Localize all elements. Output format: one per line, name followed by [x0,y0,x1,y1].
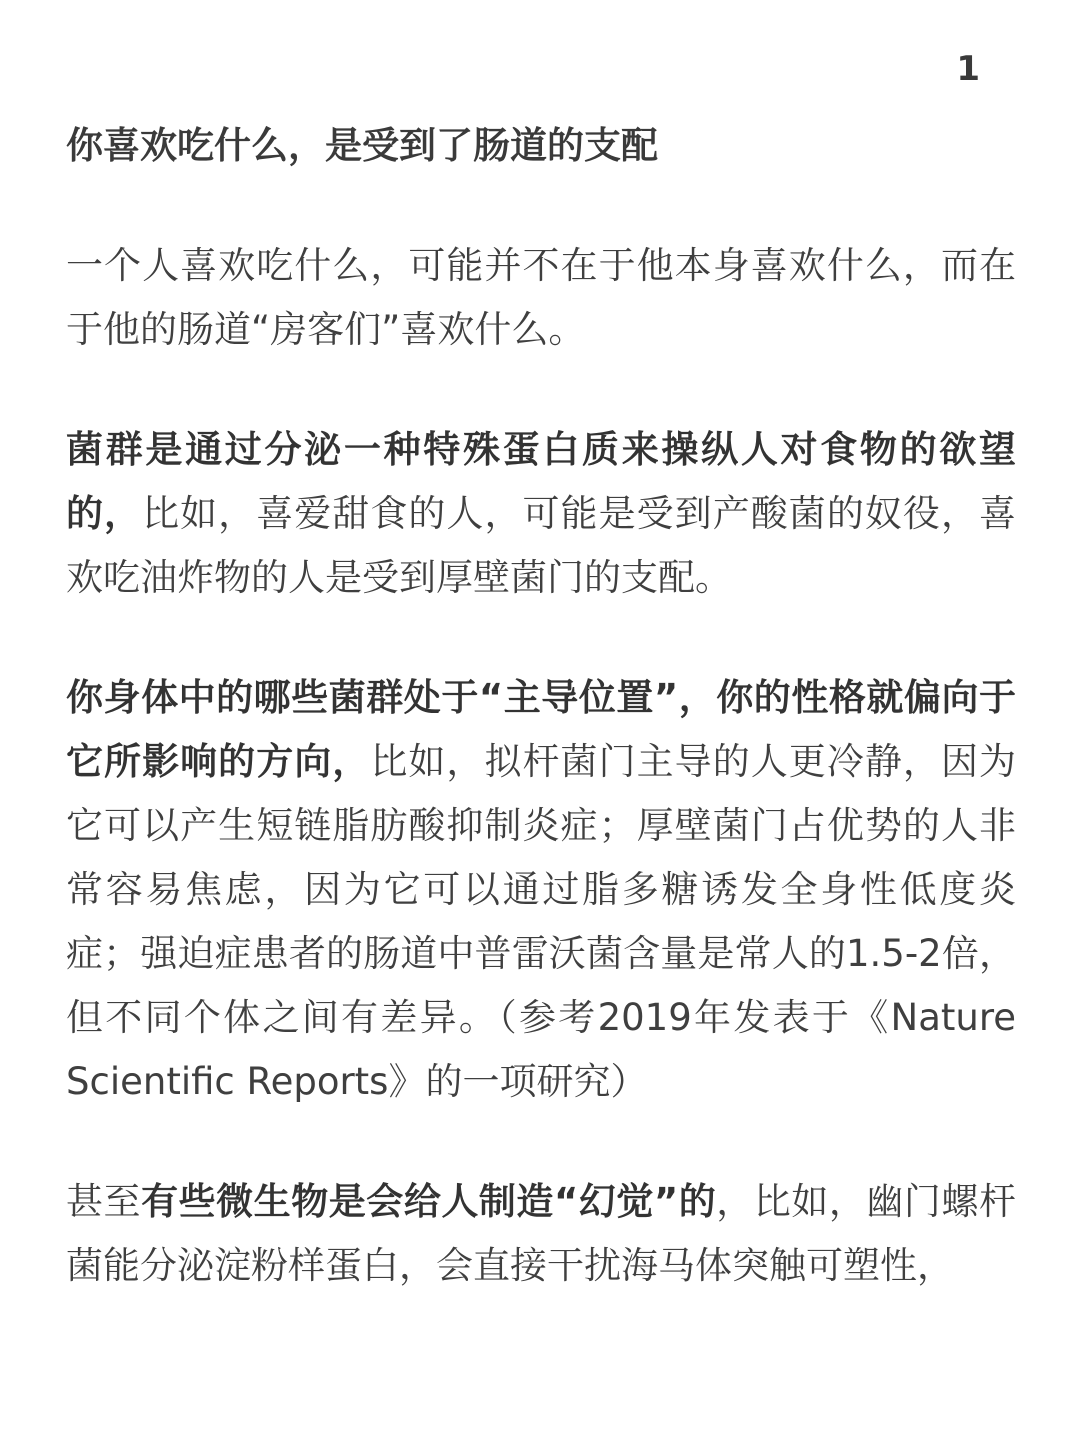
paragraph-3-bold: 你身体中的哪些菌群处于“主导位置”，你的性格就偏向于它所影响的方向， [66,676,1016,783]
paragraph-4-bold: 有些微生物是会给人制造“幻觉”的 [141,1180,717,1223]
paragraph-4-prefix: 甚至 [66,1180,142,1223]
page-number: 1 [956,49,980,89]
paragraph-3-text: 比如，拟杆菌门主导的人更冷静，因为它可以产生短链脂肪酸抑制炎症；厚壁菌门占优势的人非常容易焦虑，因为它可以通过脂多糖诱发全身性低度炎症；强迫症患者的肠道中普雷沃菌含量是常人的1.5-2倍，但不同个体之间有差异。（参考2019年发表于《Nature Scientific Reports》的一项研究） [66,740,1017,1103]
paragraph-4 [66,1170,1016,1298]
article-body [66,118,1016,1298]
paragraph-4-text: ，比如，幽门螺杆菌能分泌淀粉样蛋白，会直接干扰海马体突触可塑性， [66,1180,1017,1287]
paragraph-2-bold: 菌群是通过分泌一种特殊蛋白质来操纵人对食物的欲望的， [66,428,1016,535]
paragraph-2 [66,418,1016,610]
paragraph-2-text: 比如，喜爱甜食的人，可能是受到产酸菌的奴役，喜欢吃油炸物的人是受到厚壁菌门的支配。 [66,492,1017,599]
paragraph-1-text: 一个人喜欢吃什么，可能并不在于他本身喜欢什么，而在于他的肠道“房客们”喜欢什么。 [66,244,1016,351]
paragraph-3 [66,666,1016,1114]
article-heading: 你喜欢吃什么，是受到了肠道的支配 [66,124,658,167]
paragraph-1 [66,234,1016,362]
